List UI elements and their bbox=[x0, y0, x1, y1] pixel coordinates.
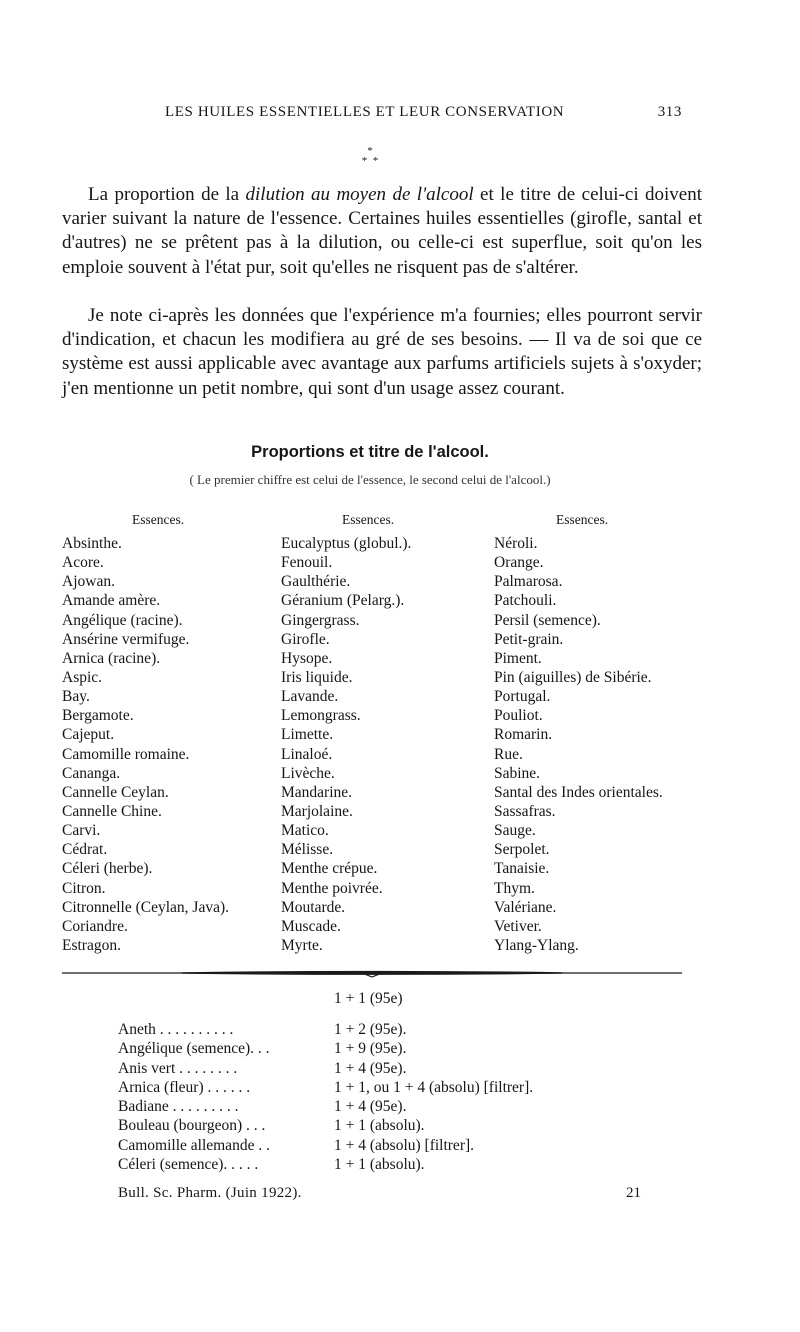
dosage-row bbox=[118, 1097, 718, 1116]
essence-item: Mélisse. bbox=[281, 841, 334, 859]
dosage-essence-name: Angélique (semence). . . bbox=[118, 1040, 270, 1058]
paragraph-2-text: Je note ci-après les données que l'expérience m'a fournies; elles pourront servir d'indication, et chacun les modifiera au gré de ses besoins. — Il va de soi que ce système est aussi applicable avec avantage aux parfums artificiels sujets à s'oxyder; j'en mentionne un petit nombre, qui sont d'un usage assez courant. bbox=[62, 305, 702, 399]
essence-item: Angélique (racine). bbox=[62, 611, 183, 629]
essence-item: Orange. bbox=[494, 554, 544, 572]
essence-item: Menthe poivrée. bbox=[281, 879, 383, 897]
separator-rule bbox=[62, 968, 682, 980]
essence-item: Estragon. bbox=[62, 936, 121, 954]
essence-item: Persil (semence). bbox=[494, 611, 601, 629]
essence-item: Ylang-Ylang. bbox=[494, 936, 579, 954]
essence-item: Aspic. bbox=[62, 668, 103, 686]
dosage-essence-name: Bouleau (bourgeon) . . . bbox=[118, 1117, 266, 1135]
dosage-heading: 1 + 1 (95e) bbox=[334, 990, 403, 1007]
essence-item: Moutarde. bbox=[281, 898, 346, 916]
essence-item: Carvi. bbox=[62, 822, 101, 840]
essence-item: Piment. bbox=[494, 649, 542, 667]
essences-column-1 bbox=[62, 534, 229, 955]
essence-item: Coriandre. bbox=[62, 917, 128, 935]
table-title: Proportions et titre de l'alcool. bbox=[251, 443, 489, 461]
essence-item: Citronnelle (Ceylan, Java). bbox=[62, 898, 230, 916]
essence-item: Pin (aiguilles) de Sibérie. bbox=[494, 668, 652, 686]
dosage-proportion: 1 + 1, ou 1 + 4 (absolu) [filtrer]. bbox=[334, 1078, 534, 1096]
dosage-row bbox=[118, 1116, 718, 1135]
essence-item: Acore. bbox=[62, 554, 104, 572]
essence-item: Néroli. bbox=[494, 535, 538, 552]
essence-item: Géranium (Pelarg.). bbox=[281, 592, 405, 610]
essence-item: Iris liquide. bbox=[281, 668, 353, 686]
essence-item: Tanaisie. bbox=[494, 860, 550, 878]
dosage-row bbox=[118, 1039, 718, 1058]
essence-item: Patchouli. bbox=[494, 592, 557, 610]
essence-item: Lemongrass. bbox=[281, 707, 361, 725]
paragraph-1-start: La proportion de la bbox=[88, 184, 246, 205]
essence-item: Cédrat. bbox=[62, 841, 108, 859]
essence-item: Absinthe. bbox=[62, 535, 122, 552]
column-heading-3: Essences. bbox=[556, 512, 609, 527]
essence-item: Cannelle Chine. bbox=[62, 802, 162, 820]
essence-item: Bergamote. bbox=[62, 707, 134, 725]
column-heading-2: Essences. bbox=[342, 512, 395, 527]
essence-item: Sassafras. bbox=[494, 802, 556, 820]
dosage-proportion: 1 + 2 (95e). bbox=[334, 1021, 407, 1038]
dosage-essence-name: Céleri (semence). . . . . bbox=[118, 1156, 259, 1174]
essence-item: Vetiver. bbox=[494, 917, 542, 935]
essence-item: Hysope. bbox=[281, 649, 333, 667]
essence-item: Gingergrass. bbox=[281, 611, 360, 629]
dosage-list bbox=[118, 1020, 718, 1174]
essence-item: Livèche. bbox=[281, 764, 335, 782]
essence-item: Linaloé. bbox=[281, 745, 333, 763]
column-heading-1: Essences. bbox=[132, 512, 185, 527]
essence-item: Marjolaine. bbox=[281, 802, 353, 820]
essence-item: Valériane. bbox=[494, 898, 557, 916]
asterism-ornament: * * * bbox=[361, 145, 379, 167]
paragraph-1-end: et le titre de celui-ci doivent varier suivant la nature de l'essence. Certaines huiles essentielles (girofle, santal et d'autres) ne se prêtent pas à la dilution, ou celle-ci est superflue, soit qu'on les emploie souvent à l'état pur, soit qu'elles ne risquent pas de s'altérer. bbox=[62, 184, 702, 278]
dosage-row bbox=[118, 1078, 718, 1097]
essence-item: Matico. bbox=[281, 822, 329, 840]
paragraph-1 bbox=[62, 183, 702, 280]
dosage-row bbox=[118, 1136, 718, 1155]
dosage-essence-name: Camomille allemande . . bbox=[118, 1136, 270, 1154]
dosage-essence-name: Badiane . . . . . . . . . bbox=[118, 1098, 239, 1116]
essence-item: Thym. bbox=[494, 879, 535, 897]
essence-item: Ajowan. bbox=[62, 573, 115, 591]
essence-item: Cajeput. bbox=[62, 726, 115, 744]
dosage-proportion: 1 + 1 (absolu). bbox=[334, 1156, 425, 1174]
paragraph-1-text bbox=[62, 183, 702, 280]
dosage-essence-name: Anis vert . . . . . . . . bbox=[118, 1059, 238, 1077]
essence-item: Fenouil. bbox=[281, 554, 333, 572]
dosage-proportion: 1 + 4 (95e). bbox=[334, 1098, 407, 1116]
essence-item: Portugal. bbox=[494, 688, 551, 706]
essence-item: Myrte. bbox=[281, 936, 323, 954]
essence-item: Rue. bbox=[494, 745, 523, 763]
essence-item: Gaulthérie. bbox=[281, 573, 351, 591]
essence-item: Amande amère. bbox=[62, 592, 161, 610]
essence-item: Sabine. bbox=[494, 764, 541, 782]
essence-item: Palmarosa. bbox=[494, 573, 563, 591]
essence-item: Girofle. bbox=[281, 630, 330, 648]
essence-item: Céleri (herbe). bbox=[62, 860, 153, 878]
essence-item: Santal des Indes orientales. bbox=[494, 783, 663, 801]
essence-item: Ansérine vermifuge. bbox=[62, 630, 190, 648]
essence-item: Cannelle Ceylan. bbox=[62, 783, 169, 801]
essence-item: Mandarine. bbox=[281, 783, 353, 801]
signature-mark: 21 bbox=[626, 1185, 641, 1201]
dosage-proportion: 1 + 9 (95e). bbox=[334, 1040, 407, 1058]
paragraph-2 bbox=[62, 304, 702, 401]
journal-reference: Bull. Sc. Pharm. (Juin 1922). bbox=[118, 1185, 302, 1201]
dosage-row bbox=[118, 1059, 718, 1078]
essence-item: Bay. bbox=[62, 688, 90, 706]
essence-item: Muscade. bbox=[281, 917, 341, 935]
essences-column-2 bbox=[281, 534, 411, 955]
essence-item: Camomille romaine. bbox=[62, 745, 190, 763]
dosage-essence-name: Aneth . . . . . . . . . . bbox=[118, 1021, 234, 1038]
dosage-essence-name: Arnica (fleur) . . . . . . bbox=[118, 1078, 251, 1096]
essence-item: Arnica (racine). bbox=[62, 649, 161, 667]
essences-column-3 bbox=[494, 534, 663, 955]
essence-item: Romarin. bbox=[494, 726, 553, 744]
dosage-proportion: 1 + 1 (absolu). bbox=[334, 1117, 425, 1135]
dosage-proportion: 1 + 4 (absolu) [filtrer]. bbox=[334, 1136, 475, 1154]
essence-item: Menthe crépue. bbox=[281, 860, 378, 878]
essence-item: Pouliot. bbox=[494, 707, 543, 725]
essence-item: Citron. bbox=[62, 879, 106, 897]
essence-item: Serpolet. bbox=[494, 841, 550, 859]
dosage-row bbox=[118, 1155, 718, 1174]
paragraph-1-emphasis: dilution au moyen de l'alcool bbox=[245, 184, 474, 205]
essence-item: Limette. bbox=[281, 726, 334, 744]
essence-item: Lavande. bbox=[281, 688, 339, 706]
page-number: 313 bbox=[657, 104, 682, 120]
dosage-row bbox=[118, 1020, 718, 1039]
dosage-proportion: 1 + 4 (95e). bbox=[334, 1059, 407, 1077]
running-title: LES HUILES ESSENTIELLES ET LEUR CONSERVATION bbox=[165, 104, 565, 120]
essence-item: Sauge. bbox=[494, 822, 536, 840]
essence-item: Cananga. bbox=[62, 764, 121, 782]
essence-item: Petit-grain. bbox=[494, 630, 564, 648]
running-head bbox=[0, 104, 800, 128]
essence-item: Eucalyptus (globul.). bbox=[281, 535, 412, 552]
table-subtitle: ( Le premier chiffre est celui de l'essence, le second celui de l'alcool.) bbox=[189, 472, 551, 487]
